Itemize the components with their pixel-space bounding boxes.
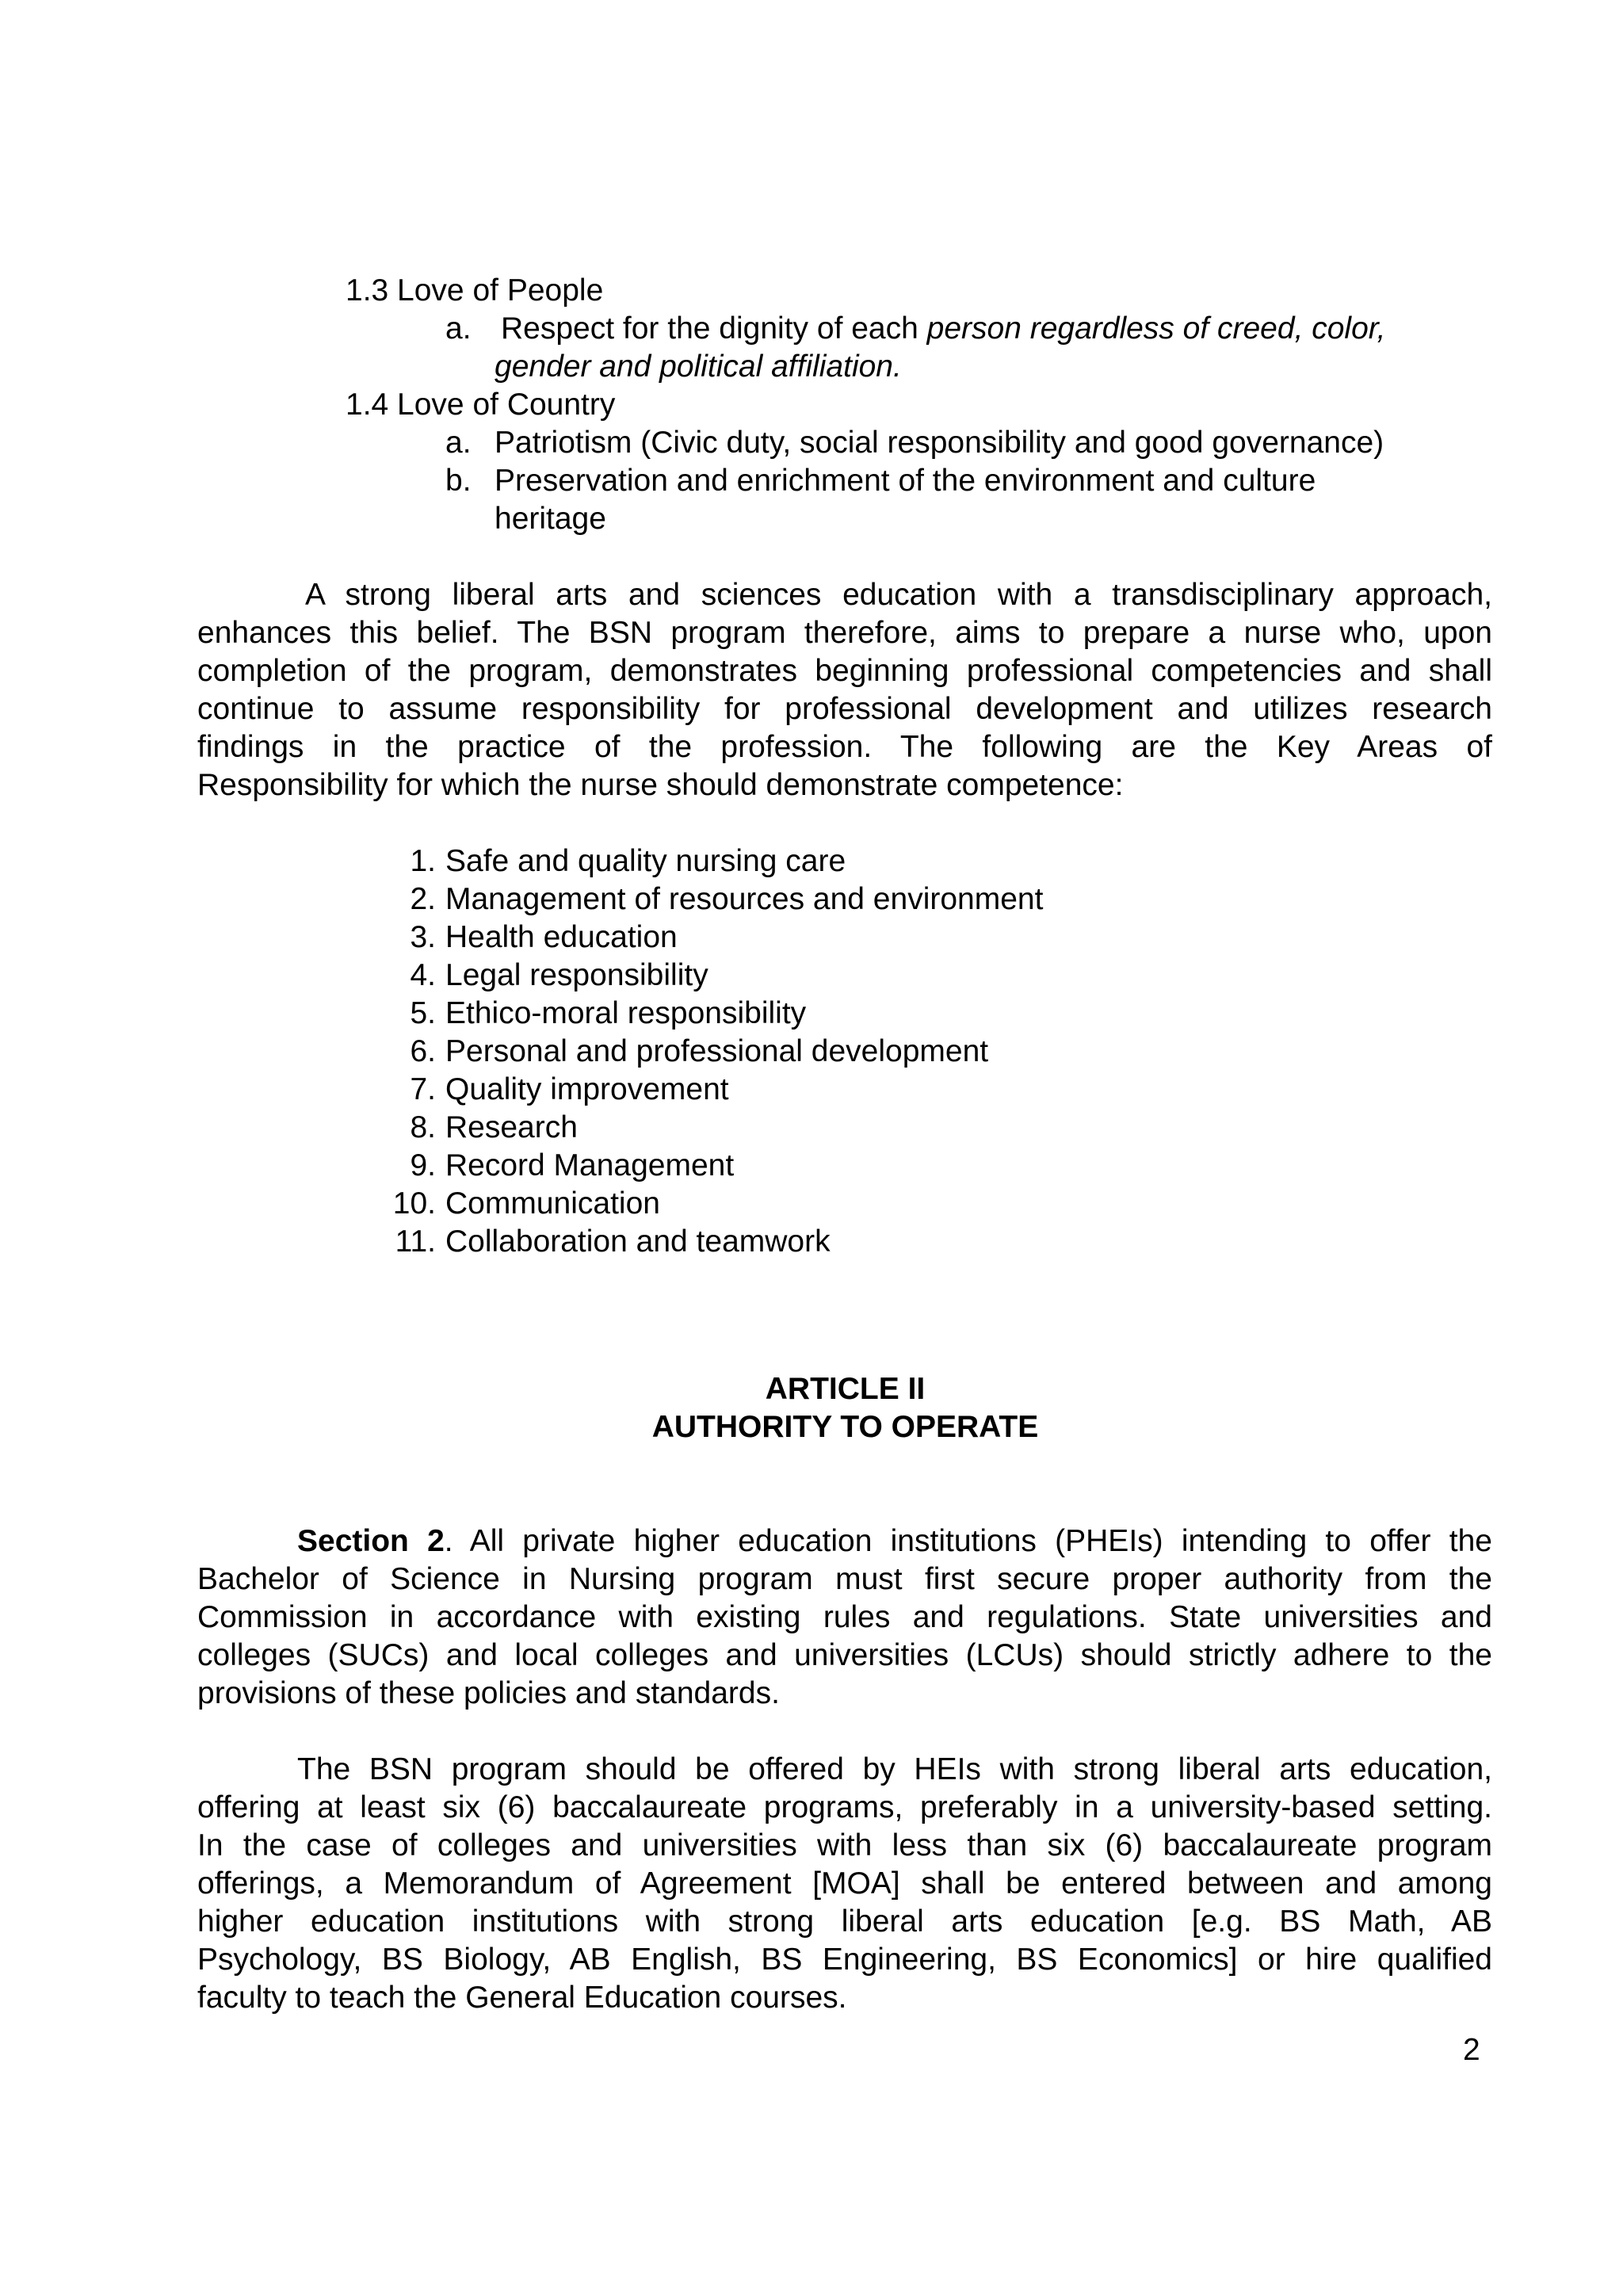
section-2-line-5: provisions of these policies and standards. [197,1676,780,1710]
list-item-text: Safe and quality nursing care [445,844,846,878]
list-item-text: Quality improvement [445,1072,729,1106]
list-item [380,1147,734,1185]
list-item [380,1071,729,1109]
list-item-number: 5. [410,996,436,1030]
section-2-line-1 [297,1522,1492,1561]
list-item-number: 3. [410,920,436,954]
paragraph-3-line-7: faculty to teach the General Education courses. [197,1981,847,2015]
paragraph-1-line-4: continue to assume responsibility for professional development and utilizes research [197,692,1492,726]
list-item [380,957,708,995]
page-number: 2 [1463,2033,1480,2067]
section-1-3-heading: 1.3 Love of People [346,273,604,308]
article-title: ARTICLE II [765,1372,926,1406]
section-1-4-item-b-line-1: Preservation and enrichment of the environment and culture [495,464,1316,498]
list-item-number: 7. [410,1072,436,1106]
section-1-4-item-b-marker: b. [445,464,472,498]
list-item-number: 2. [410,882,436,916]
paragraph-3-line-5: higher education institutions with strong liberal arts education [e.g. BS Math, AB [197,1904,1492,1939]
section-1-4-heading: 1.4 Love of Country [346,388,616,422]
section-1-4-item-b-line-2: heritage [495,502,606,536]
article-subtitle: AUTHORITY TO OPERATE [651,1410,1039,1444]
list-item-number: 4. [410,958,436,992]
paragraph-3-line-2: offering at least six (6) baccalaureate programs, preferably in a university-based setting. [197,1790,1492,1824]
paragraph-1-line-3: completion of the program, demonstrates beginning professional competencies and shall [197,654,1492,688]
list-item-text: Personal and professional development [445,1034,989,1068]
list-item-text: Record Management [445,1148,735,1182]
list-item-number: 10. [392,1186,436,1221]
section-2-line-4: colleges (SUCs) and local colleges and universities (LCUs) should strictly adhere to the [197,1638,1492,1672]
paragraph-3-line-3: In the case of colleges and universities with less than six (6) baccalaureate program [197,1828,1492,1862]
section-1-3-item-a-line-2 [495,348,902,386]
list-item [380,1223,831,1261]
list-item-number: 8. [410,1110,436,1144]
list-item-text: Legal responsibility [445,958,708,992]
list-item-text: Health education [445,920,678,954]
paragraph-1-line-6: Responsibility for which the nurse should demonstrate competence: [197,768,1124,802]
paragraph-3-line-6: Psychology, BS Biology, AB English, BS Engineering, BS Economics] or hire qualified [197,1943,1492,1977]
section-1-4-item-a-text: Patriotism (Civic duty, social responsibility and good governance) [495,426,1384,460]
list-item-text: Management of resources and environment [445,882,1044,916]
paragraph-1-line-5: findings in the practice of the profession. The following are the Key Areas of [197,730,1492,764]
list-item [380,919,678,957]
paragraph-1-line-2: enhances this belief. The BSN program therefore, aims to prepare a nurse who, upon [197,616,1492,650]
list-item-number: 1. [410,844,436,878]
list-item-number: 6. [410,1034,436,1068]
paragraph-1-line-1: A strong liberal arts and sciences education with a transdisciplinary approach, [305,578,1492,612]
section-2-line-1-text: . All private higher education institutions (PHEIs) intending to offer the [444,1524,1492,1558]
section-2-label: Section 2 [297,1524,445,1558]
section-2-line-2: Bachelor of Science in Nursing program must first secure proper authority from the [197,1562,1492,1596]
list-item [380,995,806,1033]
section-1-3-item-a-marker: a. [445,311,472,346]
list-item-text: Ethico-moral responsibility [445,996,807,1030]
list-item-text: Collaboration and teamwork [445,1224,831,1259]
section-1-4-item-a-marker: a. [445,426,472,460]
item-a-plain-text: Respect for the dignity of each [501,311,927,346]
item-a-italic-text-1: person regardless of creed, color, [926,311,1386,346]
paragraph-3-line-1: The BSN program should be offered by HEIs with strong liberal arts education, [297,1752,1492,1786]
section-2-line-3: Commission in accordance with existing rules and regulations. State universities and [197,1600,1492,1634]
list-item-text: Research [445,1110,578,1144]
list-item [380,1109,578,1147]
list-item-text: Communication [445,1186,660,1221]
list-item-number: 11. [395,1224,436,1259]
list-item-number: 9. [410,1148,436,1182]
item-a-italic-text-2: gender and political affiliation. [495,350,902,384]
paragraph-3-line-4: offerings, a Memorandum of Agreement [MOA] shall be entered between and among [197,1866,1492,1901]
list-item [380,881,1043,919]
list-item [380,1185,660,1223]
list-item [380,842,846,881]
list-item [380,1033,988,1071]
section-1-3-item-a-line-1 [501,310,1385,348]
